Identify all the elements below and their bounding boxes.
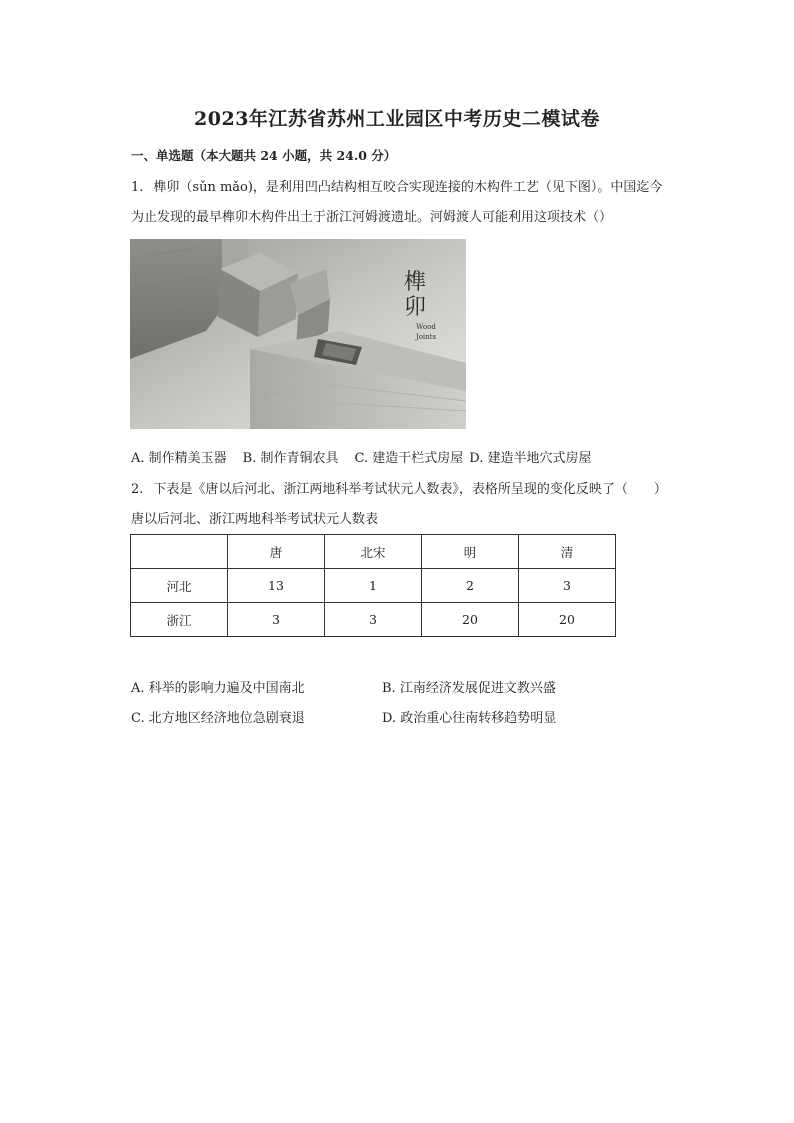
- table-header-row: [131, 535, 616, 569]
- q1-stem-1: 榫卯（sǔn mǎo)，是利用凹凸结构相互咬合实现连接的木构件工艺（见下图）。中国迄今: [153, 180, 663, 195]
- caption-cn-1: 榫: [403, 270, 427, 295]
- q1-options: [131, 447, 607, 466]
- mortise-tenon-illustration: [130, 239, 466, 429]
- q2-number: 2.: [131, 482, 144, 497]
- caption-en-2: Joints: [415, 333, 437, 341]
- q2-text-line: [131, 478, 667, 497]
- table-cell: 河北: [131, 569, 228, 603]
- q2-option-c[interactable]: C. 北方地区经济地位急剧衰退: [131, 711, 305, 726]
- table-cell: 13: [228, 569, 325, 603]
- table-cell: 1: [325, 569, 422, 603]
- q1-text-line2: 为止发现的最早榫卯木构件出土于浙江河姆渡遗址。河姆渡人可能利用这项技术（）: [131, 210, 613, 225]
- table-header-cell: 明: [422, 535, 519, 569]
- table-header-cell: [131, 535, 228, 569]
- caption-cn-2: 卯: [403, 295, 427, 320]
- section-heading: 一、单选题（本大题共 24 小题，共 24.0 分）: [131, 148, 397, 163]
- table-cell: 2: [422, 569, 519, 603]
- caption-en-1: Wood: [416, 323, 436, 331]
- table-cell: 浙江: [131, 603, 228, 637]
- table-header-cell: 唐: [228, 535, 325, 569]
- table-cell: 20: [519, 603, 616, 637]
- q2-option-a[interactable]: A. 科举的影响力遍及中国南北: [131, 681, 305, 696]
- table-header-cell: 清: [519, 535, 616, 569]
- q1-number: 1.: [131, 180, 144, 195]
- table-cell: 3: [519, 569, 616, 603]
- table-cell: 3: [228, 603, 325, 637]
- q1-option-d[interactable]: D. 建造半地穴式房屋: [469, 451, 592, 466]
- q2-option-d[interactable]: D. 政治重心往南转移趋势明显: [382, 711, 557, 726]
- page-title: 2023年江苏省苏州工业园区中考历史二模试卷: [194, 108, 600, 130]
- q2-stem: 下表是《唐以后河北、浙江两地科举考试状元人数表》，表格所呈现的变化反映了（ ）: [153, 482, 667, 497]
- q1-option-a[interactable]: A. 制作精美玉器: [131, 451, 227, 466]
- table-row: [131, 603, 616, 637]
- table-cell: 3: [325, 603, 422, 637]
- q2-table-title: 唐以后河北、浙江两地科举考试状元人数表: [131, 512, 379, 527]
- table-cell: 20: [422, 603, 519, 637]
- q1-text-line1: [131, 176, 662, 195]
- score-table: [130, 534, 616, 637]
- table-row: [131, 569, 616, 603]
- q1-option-b[interactable]: B. 制作青铜农具: [242, 451, 339, 466]
- table-header-cell: 北宋: [325, 535, 422, 569]
- q1-option-c[interactable]: C. 建造干栏式房屋: [354, 451, 464, 466]
- mortise-tenon-photo: [130, 239, 466, 429]
- q2-option-b[interactable]: B. 江南经济发展促进文教兴盛: [382, 681, 556, 696]
